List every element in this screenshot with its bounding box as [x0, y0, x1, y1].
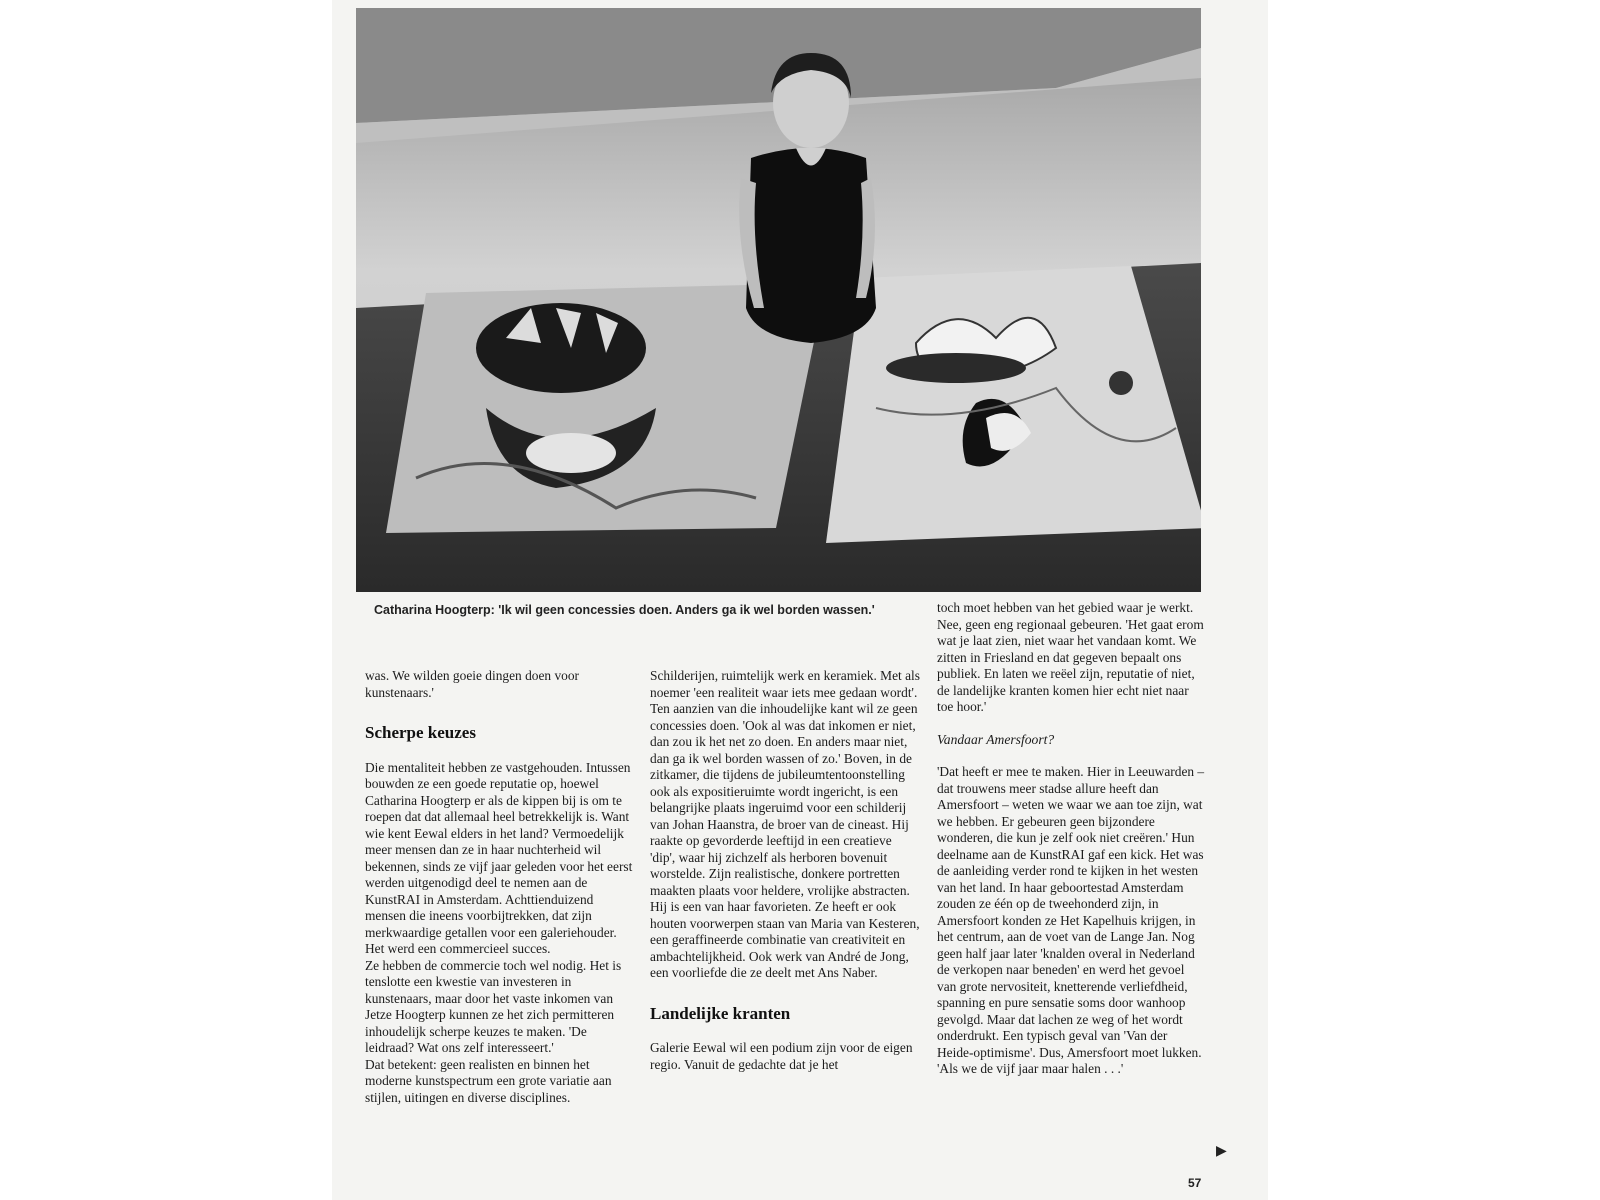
column-1-paragraph: Dat betekent: geen realisten en binnen het moderne kunstspectrum een grote variatie aan stijlen, uitingen en diverse disciplines.	[365, 1056, 612, 1105]
magazine-page	[332, 0, 1268, 1200]
column-2-tail: Galerie Eewal wil een podium zijn voor de eigen regio. Vanuit de gedachte dat je het	[650, 1040, 913, 1072]
photo-caption: Catharina Hoogterp: 'Ik wil geen concessies doen. Anders ga ik wel borden wassen.'	[374, 603, 875, 617]
column-3-lead: toch moet hebben van het gebied waar je werkt. Nee, geen eng regionaal gebeuren. 'Het gaat erom wat je laat zien, niet waar het vandaan komt. We zitten in Friesland en dat gegeven bepaalt ons publiek. En laten we reëel zijn, reputatie of niet, de landelijke kranten komen hier echt niet naar toe hoor.'	[937, 600, 1204, 714]
interview-question: Vandaar Amersfoort?	[937, 731, 1055, 747]
column-1-lead: was. We wilden goeie dingen doen voor kunstenaars.'	[365, 668, 579, 700]
subheading-landelijke-kranten: Landelijke kranten	[650, 1003, 791, 1023]
article-photo	[356, 8, 1201, 592]
column-2-paragraph: Schilderijen, ruimtelijk werk en keramiek. Met als noemer 'een realiteit waar iets mee gedaan wordt'. Ten aanzien van die inhoudelijke kant wil ze geen concessies doen. 'Ook al was dat inkomen er niet, dan zou ik het net zo doen. En anders maar niet, dan ga ik wel borden wassen of zo.' Boven, in de zitkamer, die tijdens de jubileumtentoonstelling ook als expositieruimte wordt ingericht, is een belangrijke plaats ingeruimd voor een schilderij van Johan Haanstra, de broer van de cineast. Hij raakte op gevorderde leeftijd in een creatieve 'dip', waar hij zichzelf als herboren bovenuit worstelde. Zijn realistische, donkere portretten maakten plaats voor heldere, vrolijke abstracten. Hij is een van haar favorieten. Ze heeft er ook houten voorwerpen staan van Maria van Kesteren, een geraffineerde combinatie van creativiteit en ambachtelijkheid. Ook werk van André de Jong, een voorliefde die ze deelt met Ans Naber.	[650, 668, 920, 980]
column-3-body: 'Dat heeft er mee te maken. Hier in Leeuwarden – dat trouwens meer stadse allure heeft dan Amersfoort – weten we waar we aan toe zijn, wat we hebben. Er gebeuren geen bijzondere wonderen, die kun je zelf ook niet creëren.' Hun deelname aan de KunstRAI gaf een kick. Het was de aanleiding verder rond te kijken in het westen van het land. In haar geboortestad Amsterdam zouden ze één op de tweehonderd zijn, in Amersfoort konden ze Het Kapelhuis krijgen, in het centrum, aan de voet van de Lange Jan. Nog geen half jaar later 'knalden overal in Nederland de verkopen naar beneden' en werd het gevoel van grote nervositeit, knetterende verliefdheid, spanning en pure sensatie soms door wanhoop gevolgd. Maar dat lachen ze weg of het wordt onderdrukt. Een typisch geval van 'Van der Heide-optimisme'. Dus, Amersfoort moet lukken. 'Als we de vijf jaar maar halen . . .'	[937, 764, 1205, 1076]
article-column-3	[937, 600, 1207, 1078]
page-number: 57	[1188, 1176, 1202, 1190]
continue-arrow-icon: ▶	[1216, 1143, 1227, 1159]
article-column-1	[365, 668, 635, 1106]
article-column-2	[650, 668, 920, 1073]
subheading-scherpe-keuzes: Scherpe keuzes	[365, 723, 476, 742]
column-1-paragraph: Ze hebben de commercie toch wel nodig. Het is tenslotte een kwestie van investeren in kunstenaars, maar door het vaste inkomen van Jetze Hoogterp kunnen ze het zich permitteren inhoudelijk scherpe keuzes te maken. 'De leidraad? Wat ons zelf interesseert.'	[365, 957, 622, 1055]
photo-artist-with-prints	[356, 8, 1201, 592]
column-1-paragraph: Die mentaliteit hebben ze vastgehouden. Intussen bouwden ze een goede reputatie op, hoewel Catharina Hoogterp er als de kippen bij is om te roepen dat dat allemaal heel betrekkelijk is. Want wie kent Eewal elders in het land? Vermoedelijk meer mensen dan ze in haar nuchterheid wil bekennen, sinds ze vijf jaar geleden voor het eerst werden uitgenodigd deel te nemen aan de KunstRAI in Amsterdam. Achttienduizend mensen die ineens voorbijtrekken, dat zijn merkwaardige getallen voor een galeriehouder. Het werd een commercieel succes.	[365, 759, 633, 956]
